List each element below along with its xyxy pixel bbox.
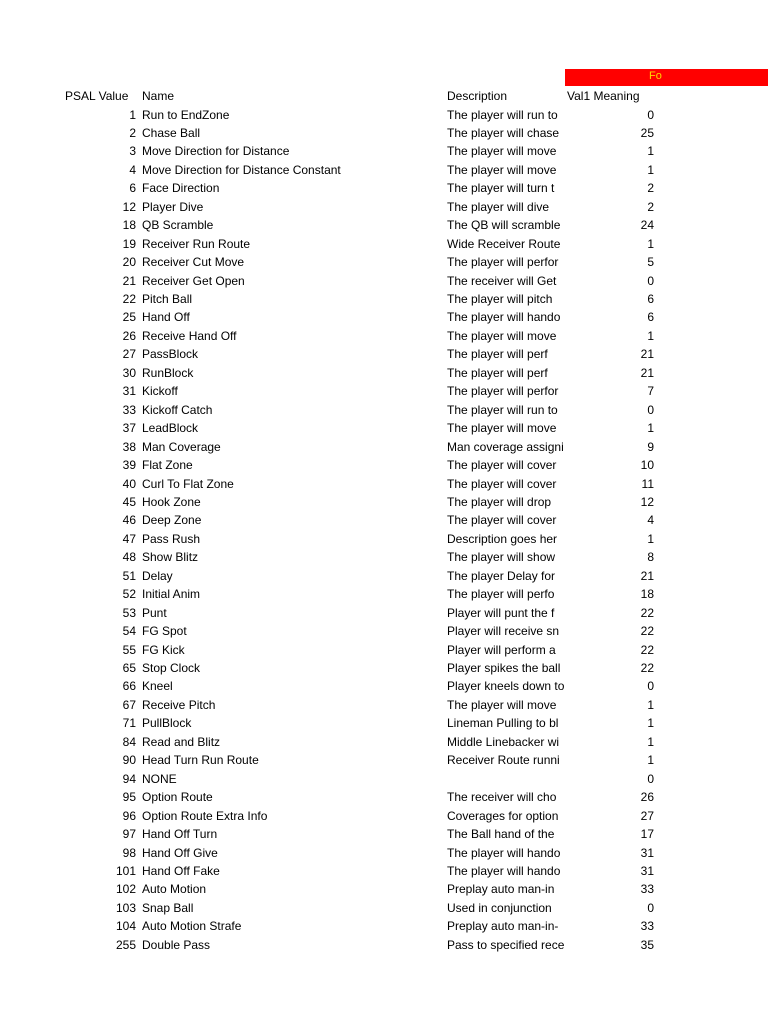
table-row xyxy=(0,788,768,806)
cell-val1-meaning: 7 xyxy=(647,384,654,399)
table-row xyxy=(0,327,768,345)
cell-description: The receiver will cho xyxy=(447,790,557,805)
cell-description: The player will cover xyxy=(447,458,557,473)
cell-val1-meaning: 2 xyxy=(647,181,654,196)
cell-description: The player will turn t xyxy=(447,181,555,196)
cell-val1-meaning: 0 xyxy=(647,402,654,417)
cell-val1-meaning: 21 xyxy=(640,365,654,380)
cell-description: The player will move xyxy=(447,697,557,712)
cell-psal-value: 26 xyxy=(122,328,136,343)
col-header-psal-value: PSAL Value xyxy=(65,89,129,103)
table-row xyxy=(0,419,768,437)
cell-name: FG Kick xyxy=(142,642,185,657)
cell-name: Initial Anim xyxy=(142,587,201,602)
cell-psal-value: 47 xyxy=(122,531,136,546)
cell-val1-meaning: 31 xyxy=(640,845,654,860)
cell-description: Used in conjunction xyxy=(447,900,552,915)
table-row xyxy=(0,548,768,566)
table-row xyxy=(0,807,768,825)
cell-name: QB Scramble xyxy=(142,218,214,233)
table-row xyxy=(0,438,768,456)
table-row xyxy=(0,844,768,862)
cell-name: Run to EndZone xyxy=(142,107,230,122)
table-row xyxy=(0,493,768,511)
table-row xyxy=(0,161,768,179)
cell-description: The receiver will Get xyxy=(447,273,557,288)
cell-psal-value: 20 xyxy=(122,255,136,270)
cell-psal-value: 97 xyxy=(122,827,136,842)
cell-val1-meaning: 25 xyxy=(640,125,654,140)
cell-name: Auto Motion xyxy=(142,882,207,897)
cell-description: The player will move xyxy=(447,162,557,177)
cell-psal-value: 101 xyxy=(115,863,136,878)
cell-psal-value: 33 xyxy=(122,402,136,417)
cell-psal-value: 48 xyxy=(122,550,136,565)
cell-name: Head Turn Run Route xyxy=(142,753,259,768)
cell-name: Receive Hand Off xyxy=(142,328,237,343)
table-row xyxy=(0,530,768,548)
cell-name: Option Route Extra Info xyxy=(142,808,268,823)
cell-name: Snap Ball xyxy=(142,900,194,915)
table-row xyxy=(0,862,768,880)
cell-description: Player will punt the f xyxy=(447,605,555,620)
cell-val1-meaning: 9 xyxy=(647,439,654,454)
cell-psal-value: 22 xyxy=(122,292,136,306)
cell-val1-meaning: 1 xyxy=(647,753,654,768)
cell-psal-value: 18 xyxy=(122,218,136,233)
table-row xyxy=(0,622,768,640)
cell-name: Hand Off xyxy=(142,310,190,325)
cell-psal-value: 104 xyxy=(115,919,136,934)
cell-psal-value: 71 xyxy=(122,716,136,731)
cell-description: The player will drop xyxy=(447,494,552,509)
table-row xyxy=(0,604,768,622)
table-row xyxy=(0,936,768,954)
cell-psal-value: 39 xyxy=(122,458,136,473)
cell-name: Pitch Ball xyxy=(142,292,193,306)
col-header-name: Name xyxy=(142,89,175,103)
cell-psal-value: 2 xyxy=(129,125,136,140)
cell-psal-value: 27 xyxy=(122,347,136,362)
table-row xyxy=(0,401,768,419)
cell-val1-meaning: 1 xyxy=(647,531,654,546)
table-row xyxy=(0,216,768,234)
cell-psal-value: 53 xyxy=(122,605,136,620)
cell-description: The player will perfo xyxy=(447,587,555,602)
cell-psal-value: 52 xyxy=(122,587,136,602)
cell-val1-meaning: 5 xyxy=(647,255,654,270)
table-row xyxy=(0,677,768,695)
table-row xyxy=(0,106,768,124)
table-row xyxy=(0,751,768,769)
cell-name: Chase Ball xyxy=(142,125,201,140)
cell-val1-meaning: 0 xyxy=(647,273,654,288)
cell-description: The player will perf xyxy=(447,365,548,380)
table-row xyxy=(0,475,768,493)
cell-val1-meaning: 6 xyxy=(647,310,654,325)
table-row xyxy=(0,235,768,253)
cell-description: Middle Linebacker wi xyxy=(447,734,560,749)
table-row xyxy=(0,272,768,290)
cell-psal-value: 3 xyxy=(129,144,136,159)
cell-psal-value: 65 xyxy=(122,661,136,675)
cell-psal-value: 40 xyxy=(122,476,136,491)
cell-name: Pass Rush xyxy=(142,531,201,546)
cell-psal-value: 46 xyxy=(122,513,136,528)
cell-name: Hand Off Turn xyxy=(142,827,218,842)
cell-description: Pass to specified rece xyxy=(447,937,564,952)
header-banner-text: Fo xyxy=(649,70,662,82)
table-row xyxy=(0,364,768,382)
cell-description: Player will receive sn xyxy=(447,624,560,639)
cell-psal-value: 4 xyxy=(129,162,136,177)
cell-val1-meaning: 1 xyxy=(647,734,654,749)
cell-val1-meaning: 1 xyxy=(647,697,654,712)
cell-name: Delay xyxy=(142,568,173,583)
cell-psal-value: 21 xyxy=(122,273,136,288)
table-row xyxy=(0,880,768,898)
cell-description: Player spikes the ball xyxy=(447,661,561,675)
cell-val1-meaning: 27 xyxy=(640,808,654,823)
table-row xyxy=(0,290,768,308)
cell-psal-value: 90 xyxy=(122,753,136,768)
table-row xyxy=(0,641,768,659)
table-row xyxy=(0,253,768,271)
cell-psal-value: 102 xyxy=(115,882,136,897)
cell-val1-meaning: 26 xyxy=(640,790,654,805)
cell-val1-meaning: 0 xyxy=(647,771,654,786)
cell-psal-value: 37 xyxy=(122,421,136,436)
col-header-val1-meaning: Val1 Meaning xyxy=(567,89,640,103)
header-banner xyxy=(565,69,768,86)
cell-val1-meaning: 1 xyxy=(647,144,654,159)
table-row xyxy=(0,456,768,474)
table-row xyxy=(0,382,768,400)
cell-name: Flat Zone xyxy=(142,458,193,473)
cell-psal-value: 94 xyxy=(122,771,136,786)
cell-description: Man coverage assigni xyxy=(447,439,564,454)
cell-name: Punt xyxy=(142,605,167,620)
cell-val1-meaning: 6 xyxy=(647,292,654,306)
cell-psal-value: 51 xyxy=(122,568,136,583)
cell-val1-meaning: 11 xyxy=(641,476,654,491)
cell-val1-meaning: 1 xyxy=(647,328,654,343)
cell-psal-value: 31 xyxy=(122,384,136,399)
cell-description: The player will chase xyxy=(447,125,560,140)
cell-description: The player will show xyxy=(447,550,556,565)
cell-description: The player will pitch xyxy=(447,292,553,306)
table-row xyxy=(0,917,768,935)
cell-val1-meaning: 18 xyxy=(640,587,654,602)
cell-psal-value: 55 xyxy=(122,642,136,657)
cell-name: Option Route xyxy=(142,790,213,805)
cell-description: The player will hando xyxy=(447,845,561,860)
cell-description: The player will perfor xyxy=(447,384,559,399)
header-row xyxy=(0,87,768,105)
cell-name: Move Direction for Distance xyxy=(142,144,290,159)
table-row xyxy=(0,198,768,216)
table-row xyxy=(0,511,768,529)
cell-val1-meaning: 8 xyxy=(647,550,654,565)
cell-val1-meaning: 17 xyxy=(640,827,654,842)
cell-description: The QB will scramble xyxy=(447,218,561,233)
cell-val1-meaning: 1 xyxy=(647,162,654,177)
table-row xyxy=(0,124,768,142)
cell-val1-meaning: 22 xyxy=(640,624,654,639)
cell-description: The player will perf xyxy=(447,347,548,362)
cell-name: RunBlock xyxy=(142,365,194,380)
cell-description: Wide Receiver Route xyxy=(447,236,561,251)
cell-name: Receiver Cut Move xyxy=(142,255,245,270)
table-row xyxy=(0,733,768,751)
cell-name: Receive Pitch xyxy=(142,697,216,712)
cell-name: PullBlock xyxy=(142,716,192,731)
table-row xyxy=(0,659,768,677)
cell-description: Lineman Pulling to bl xyxy=(447,716,559,731)
cell-val1-meaning: 1 xyxy=(647,236,654,251)
cell-val1-meaning: 0 xyxy=(647,900,654,915)
cell-psal-value: 30 xyxy=(122,365,136,380)
cell-description: The player will run to xyxy=(447,402,558,417)
cell-description: The Ball hand of the xyxy=(447,827,555,842)
cell-description: Coverages for option xyxy=(447,808,559,823)
cell-name: Hook Zone xyxy=(142,494,201,509)
cell-description: Receiver Route runni xyxy=(447,753,560,768)
table-row xyxy=(0,308,768,326)
cell-description: Description goes her xyxy=(447,531,558,546)
cell-name: FG Spot xyxy=(142,624,187,639)
cell-name: Face Direction xyxy=(142,181,220,196)
cell-psal-value: 98 xyxy=(122,845,136,860)
cell-psal-value: 67 xyxy=(122,697,136,712)
cell-val1-meaning: 35 xyxy=(640,937,654,952)
cell-val1-meaning: 31 xyxy=(640,863,654,878)
cell-psal-value: 103 xyxy=(115,900,136,915)
cell-psal-value: 54 xyxy=(122,624,136,639)
cell-val1-meaning: 1 xyxy=(647,716,654,731)
cell-val1-meaning: 33 xyxy=(640,919,654,934)
cell-psal-value: 12 xyxy=(122,199,136,214)
cell-name: Curl To Flat Zone xyxy=(142,476,234,491)
cell-name: Move Direction for Distance Constant xyxy=(142,162,341,177)
cell-psal-value: 19 xyxy=(122,236,136,251)
cell-name: Stop Clock xyxy=(142,661,201,675)
table-row xyxy=(0,714,768,732)
cell-name: Show Blitz xyxy=(142,550,199,565)
cell-val1-meaning: 10 xyxy=(640,458,654,473)
cell-name: Receiver Get Open xyxy=(142,273,245,288)
cell-description: The player will move xyxy=(447,328,557,343)
table-row xyxy=(0,770,768,788)
cell-psal-value: 95 xyxy=(122,790,136,805)
cell-description: The player will move xyxy=(447,421,557,436)
cell-name: Kneel xyxy=(142,679,173,694)
cell-val1-meaning: 22 xyxy=(640,642,654,657)
cell-name: Auto Motion Strafe xyxy=(142,919,242,934)
cell-description: Preplay auto man-in- xyxy=(447,919,559,934)
cell-description: The player will move xyxy=(447,144,557,159)
table-row xyxy=(0,142,768,160)
cell-name: NONE xyxy=(142,771,177,786)
cell-name: PassBlock xyxy=(142,347,199,362)
table-row xyxy=(0,567,768,585)
cell-description: The player will perfor xyxy=(447,255,559,270)
cell-val1-meaning: 21 xyxy=(640,568,654,583)
cell-name: Read and Blitz xyxy=(142,734,221,749)
cell-name: Player Dive xyxy=(142,199,204,214)
cell-name: Hand Off Give xyxy=(142,845,218,860)
cell-psal-value: 84 xyxy=(122,734,136,749)
cell-val1-meaning: 24 xyxy=(640,218,654,233)
table-row xyxy=(0,825,768,843)
table-row xyxy=(0,899,768,917)
cell-name: Kickoff xyxy=(142,384,178,399)
cell-description: The player Delay for xyxy=(447,568,556,583)
table-row xyxy=(0,345,768,363)
cell-name: Kickoff Catch xyxy=(142,402,213,417)
cell-psal-value: 38 xyxy=(122,439,136,454)
cell-val1-meaning: 0 xyxy=(647,679,654,694)
cell-description: The player will hando xyxy=(447,863,561,878)
cell-val1-meaning: 12 xyxy=(640,494,654,509)
cell-psal-value: 96 xyxy=(122,808,136,823)
cell-psal-value: 25 xyxy=(122,310,136,325)
cell-psal-value: 6 xyxy=(129,181,136,196)
table-row xyxy=(0,179,768,197)
cell-description: The player will hando xyxy=(447,310,561,325)
cell-description: Player will perform a xyxy=(447,642,556,657)
table-row xyxy=(0,585,768,603)
cell-description: The player will cover xyxy=(447,513,557,528)
cell-val1-meaning: 2 xyxy=(647,199,654,214)
cell-description: The player will cover xyxy=(447,476,557,491)
cell-psal-value: 66 xyxy=(122,679,136,694)
cell-val1-meaning: 33 xyxy=(640,882,654,897)
cell-val1-meaning: 4 xyxy=(647,513,654,528)
cell-name: Hand Off Fake xyxy=(142,863,220,878)
cell-name: Double Pass xyxy=(142,937,211,952)
cell-val1-meaning: 1 xyxy=(647,421,654,436)
cell-psal-value: 45 xyxy=(122,494,136,509)
cell-description: The player will run to xyxy=(447,107,558,122)
table-row xyxy=(0,696,768,714)
cell-psal-value: 1 xyxy=(129,107,136,122)
cell-val1-meaning: 21 xyxy=(640,347,654,362)
cell-description: Preplay auto man-in xyxy=(447,882,555,897)
cell-description: The player will dive xyxy=(447,199,550,214)
cell-name: LeadBlock xyxy=(142,421,199,436)
cell-description: Player kneels down to xyxy=(447,679,564,694)
col-header-description: Description xyxy=(447,89,508,103)
cell-name: Man Coverage xyxy=(142,439,221,454)
cell-psal-value: 255 xyxy=(115,937,136,952)
cell-val1-meaning: 22 xyxy=(640,605,654,620)
cell-name: Receiver Run Route xyxy=(142,236,251,251)
cell-val1-meaning: 0 xyxy=(647,107,654,122)
cell-val1-meaning: 22 xyxy=(640,661,654,675)
cell-name: Deep Zone xyxy=(142,513,202,528)
